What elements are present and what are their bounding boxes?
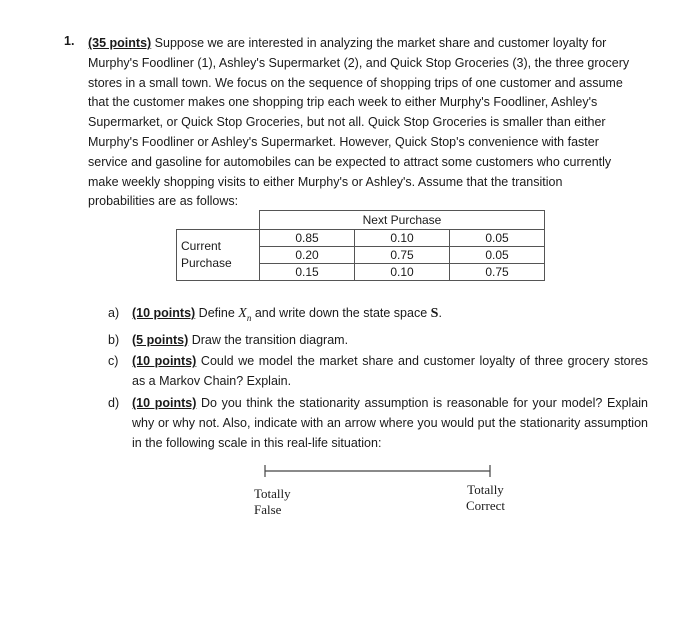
part-c: c) (10 points) Could we model the market share and customer loyalty of three grocery stores as a Markov Chain? Explain. [108, 354, 648, 389]
transition-matrix-table [176, 210, 545, 281]
intro-line-3: stores in a small town. We focus on the sequence of shopping trips of one customer and assume [88, 75, 623, 90]
table-row [177, 230, 545, 247]
table-corner [177, 211, 260, 230]
table-cell: 0.05 [450, 247, 545, 264]
intro-line-8: make weekly shopping visits to either Murphy's or Ashley's. Assume that the transition [88, 174, 563, 189]
table-cell: 0.75 [355, 247, 450, 264]
x-n-variable: $X_n$ [238, 306, 252, 323]
part-b: b) (5 points) Draw the transition diagram. [108, 332, 349, 347]
scale-left-label: Totally False [254, 486, 291, 517]
table-cell: 0.10 [355, 230, 450, 247]
intro-line-1: (35 points) Suppose we are interested in analyzing the market share and customer loyalty for [88, 36, 607, 50]
sub-questions [108, 304, 648, 455]
table-cell: 0.10 [355, 264, 450, 281]
next-purchase-header: Next Purchase [260, 211, 545, 230]
table-header-row [177, 211, 545, 230]
question-intro [88, 34, 648, 212]
table-cell: 0.05 [450, 230, 545, 247]
scale-right-label: Totally Correct [466, 482, 505, 513]
intro-line-5: Supermarket, or Quick Stop Groceries, but not all. Quick Stop Groceries is smaller than either [88, 115, 606, 130]
intro-line-9: probabilities are as follows: [88, 194, 239, 209]
stationarity-scale[interactable] [250, 462, 500, 482]
intro-line-4: that the customer makes one shopping trip each week to either Murphy's Foodliner, Ashley's [88, 95, 598, 110]
intro-line-6: Murphy's Foodliner or Ashley's Supermarket. However, Quick Stop's convenience with faster [88, 134, 599, 149]
part-d: d) (10 points) Do you think the stationarity assumption is reasonable for your model? Explain why or why not. Also, indicate with an arrow where you would put the stationarity assumption in the following scale in this real-life situation: [108, 395, 648, 450]
table-cell: 0.85 [260, 230, 355, 247]
table-cell: 0.15 [260, 264, 355, 281]
state-space-symbol: S [430, 306, 439, 321]
question-points: (35 points) [88, 36, 152, 50]
question-number: 1. [64, 34, 75, 48]
current-purchase-header: Current Purchase [177, 230, 260, 281]
intro-line-7: service and gasoline for automobiles can be expected to attract some customers who currently [88, 154, 612, 169]
table-cell: 0.75 [450, 264, 545, 281]
table-cell: 0.20 [260, 247, 355, 264]
part-a: a) (10 points) Define $X_n$ and write down the state space S. [108, 306, 442, 323]
intro-line-2: Murphy's Foodliner (1), Ashley's Supermarket (2), and Quick Stop Groceries (3), the three grocery [88, 55, 630, 70]
